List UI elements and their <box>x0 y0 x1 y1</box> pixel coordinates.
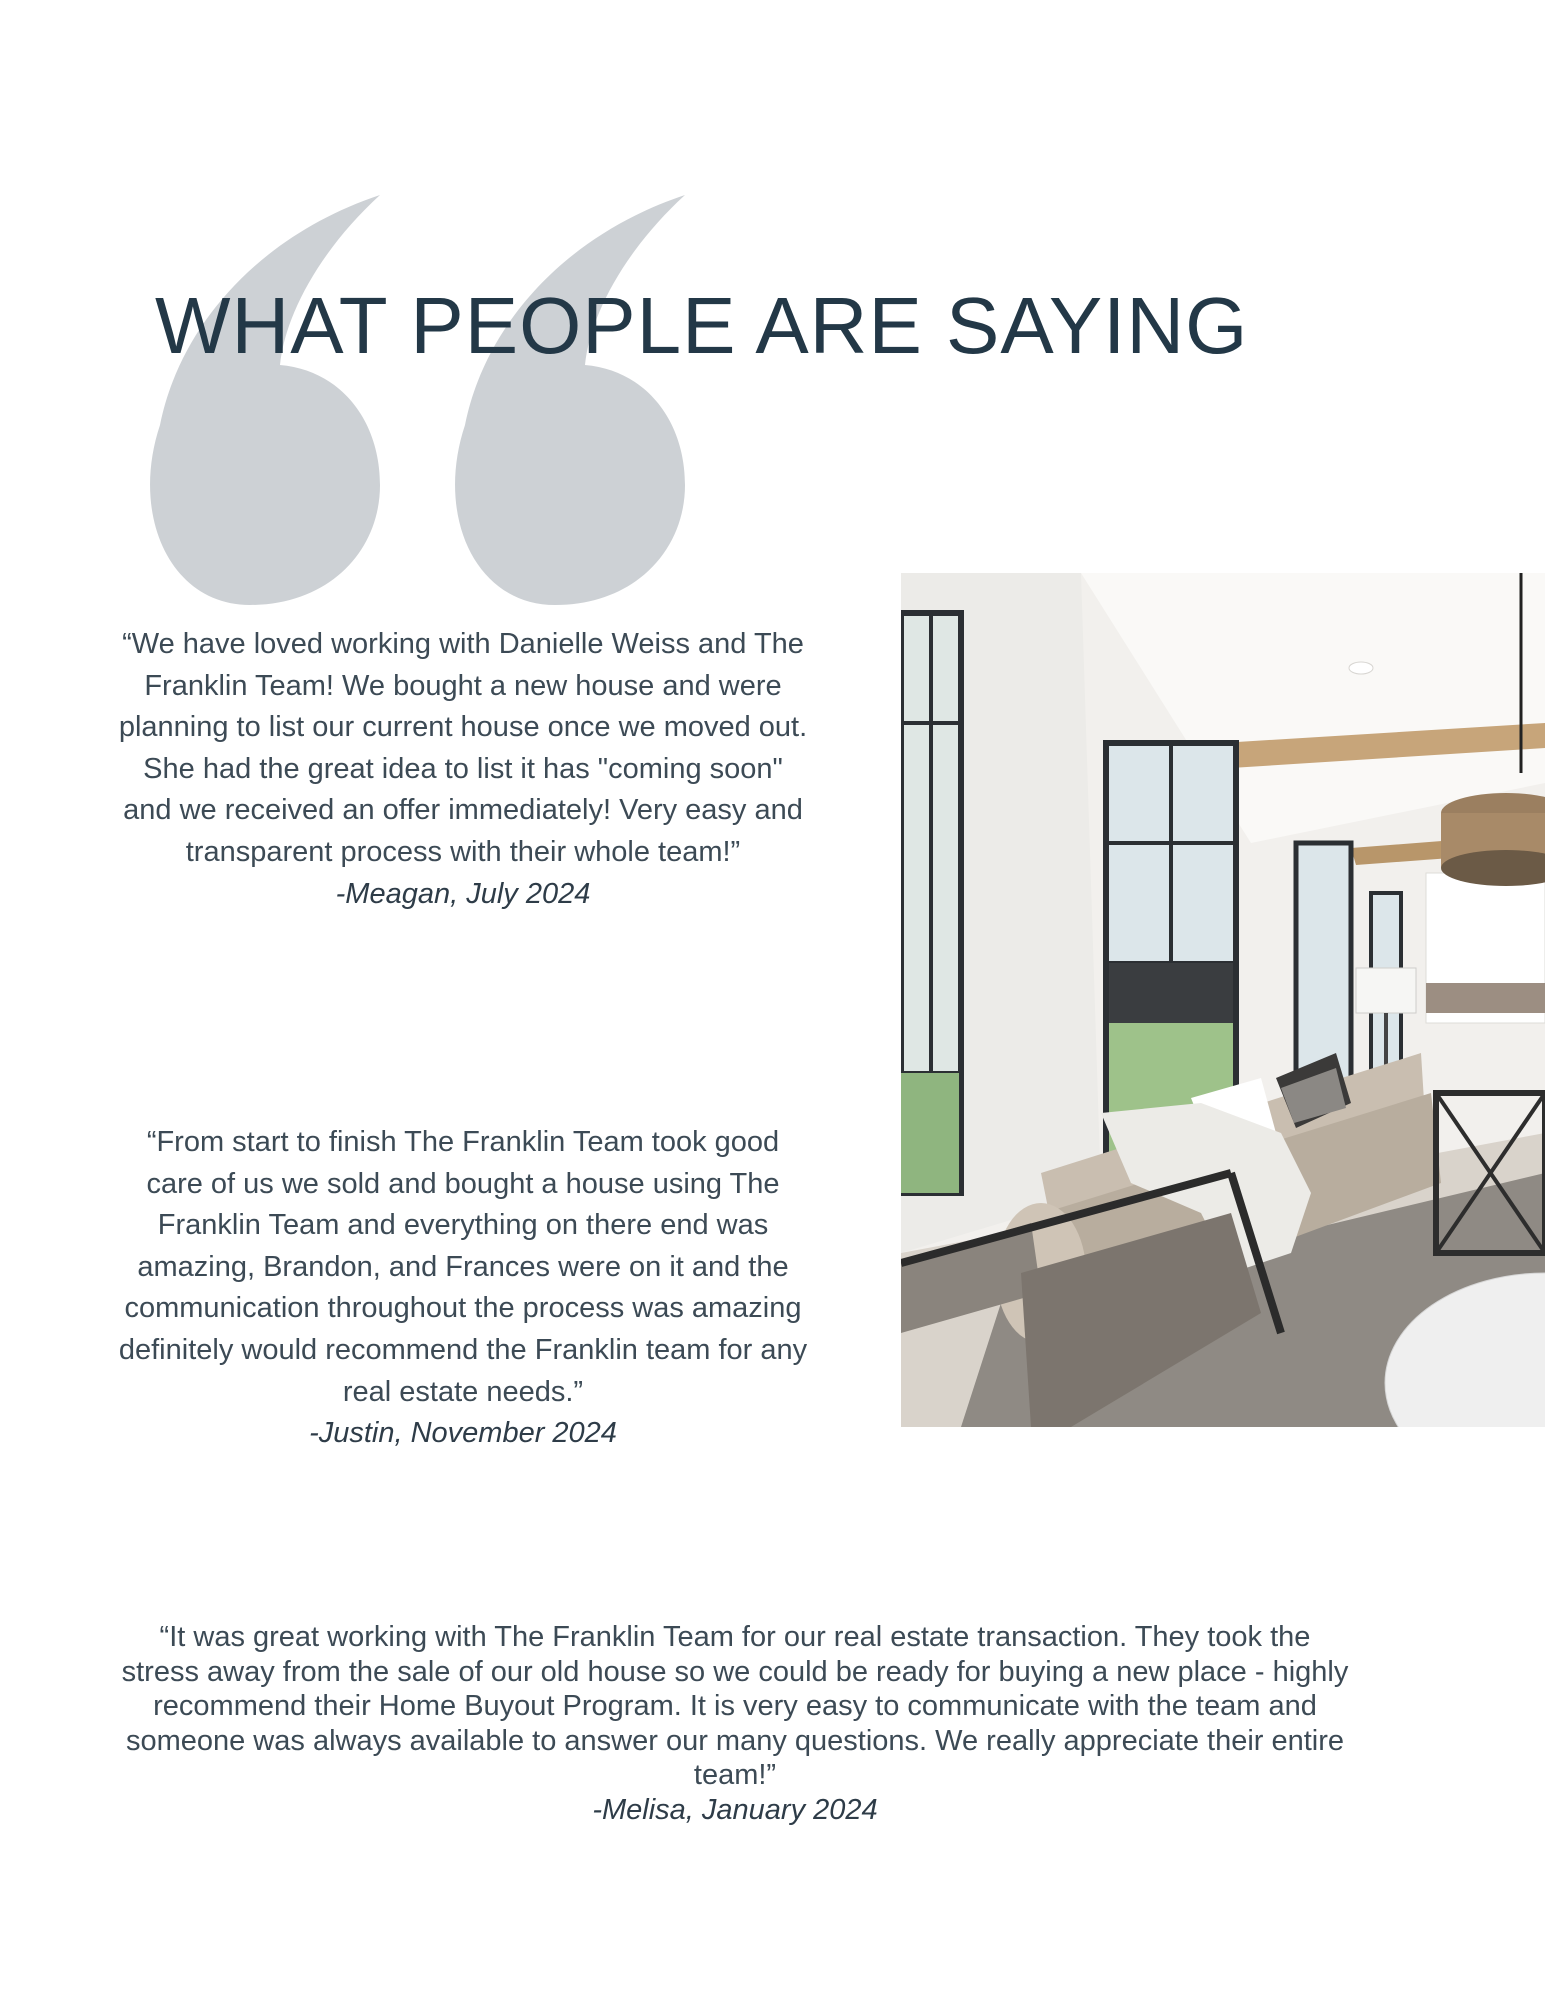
testimonial-meagan <box>118 624 808 915</box>
testimonial-text: “From start to finish The Franklin Team took good care of us we sold and bought a house using The Franklin Team and everything on there end was amazing, Brandon, and Frances were on it and the communication throughout the process was amazing definitely would recommend the Franklin team for any real estate needs.” <box>118 1126 808 1408</box>
testimonial-justin <box>118 1122 808 1455</box>
living-room-photo <box>901 573 1545 1427</box>
page-title: WHAT PEOPLE ARE SAYING <box>155 281 1249 370</box>
testimonial-text: “It was great working with The Franklin Team for our real estate transaction. They took the stress away from the sale of our old house so we could be ready for buying a new place - highly recommend their Home Buyout Program. It is very easy to communicate with the team and someone was always available to answer our many questions. We really appreciate their entire team!” <box>121 1621 1349 1791</box>
testimonial-author: -Meagan, July 2024 <box>335 877 591 910</box>
testimonial-author: -Justin, November 2024 <box>309 1417 617 1450</box>
testimonial-melisa <box>120 1620 1350 1827</box>
quote-mark-icon <box>120 195 700 605</box>
testimonial-author: -Melisa, January 2024 <box>592 1793 878 1826</box>
testimonial-text: “We have loved working with Danielle Weiss and The Franklin Team! We bought a new house and were planning to list our current house once we moved out. She had the great idea to list it has "coming soon" and we received an offer immediately! Very easy and transparent process with their whole team!” <box>118 628 808 868</box>
